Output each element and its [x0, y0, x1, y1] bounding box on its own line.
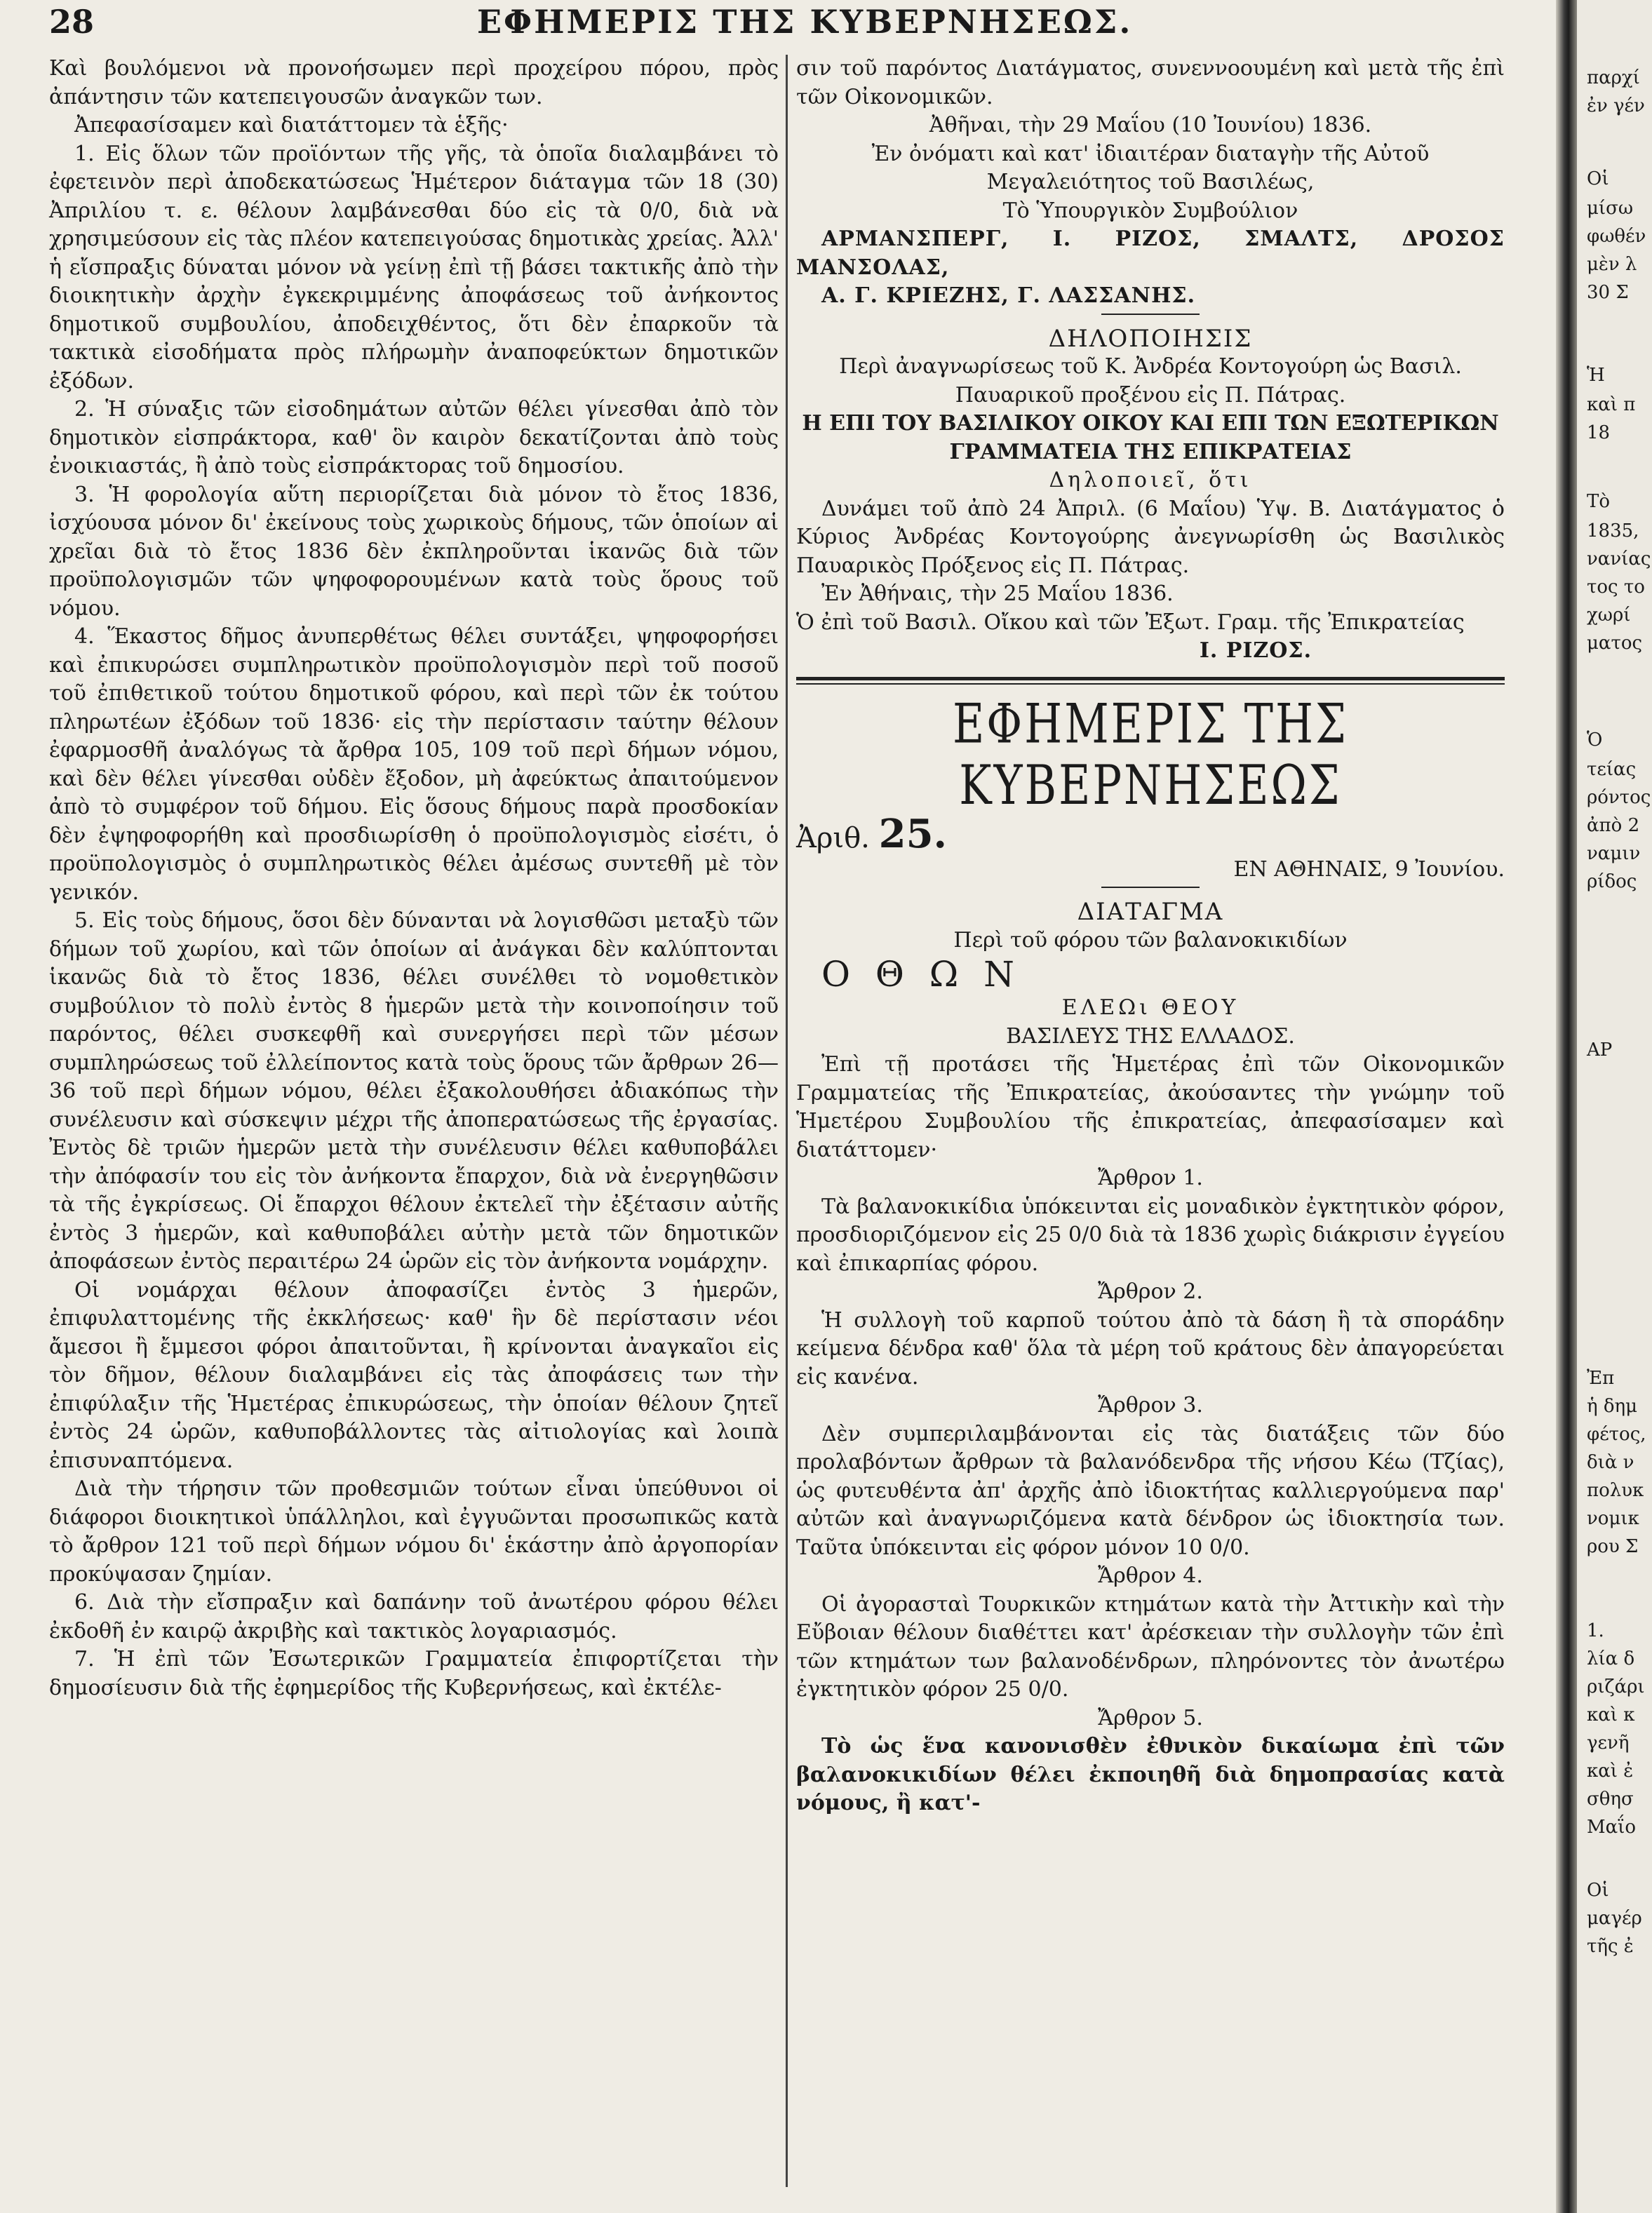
left-column	[49, 55, 779, 1702]
article-5-paragraph: 5. Εἰς τοὺς δήμους, ὅσοι δὲν δύνανται νὰ λογισθῶσι μεταξὺ τῶν δήμων τοῦ χωρίου, καὶ τῶν ὁποίων αἱ ἀνάγκαι δὲν καλύπτονται ἱκανῶς διὰ τὸ ἔτος 1836, θέλει συνέλθει τὸ νομοθετικὸν συμβούλιον τὸ πολὺ ἐντὸς 8 ἡμερῶν μετὰ τὴν κοινοποίησιν τοῦ παρόντος, θέλει συσκεφθῆ καὶ συνεργήσει περὶ τῶν μέσων συμπληρώσεως τοῦ ἐλλείποντος κατὰ τοὺς ὅρους τῶν ἄρθρων 26—36 τοῦ περὶ δήμων νόμου, θέλει ἐξακολουθήσει ἀδιακόπως τὴν συνέλευσιν καὶ σύσκεψιν μέχρι τῆς ἀποπερατώσεως τῆς ἐργασίας. Ἐντὸς δὲ τριῶν ἡμερῶν μετὰ τὴν συνέλευσιν θέλει καθυποβάλει τὴν ἀπόφασίν του εἰς τὸν ἀνήκοντα ἔπαρχον, διὰ νὰ ἐνεργηθῶσιν τὰ τῆς ἐγκρίσεως. Οἱ ἔπαρχοι θέλουν ἐκτελεῖ τὴν ἐξέτασιν αὐτῆς ἐντὸς 3 ἡμερῶν, καὶ καθυποβάλει αὐτὴν μετὰ τῶν δημοτικῶν ἀποφάσεων ἐντὸς περαιτέρω 24 ὡρῶν εἰς τὸν ἀνήκοντα νομάρχην.	[49, 908, 779, 1274]
next-page-fragment: Τὸ	[1587, 491, 1610, 512]
next-page-fragment: μαγέρ	[1587, 1908, 1642, 1929]
authority-line-1: Ἐν ὀνόματι καὶ κατ' ἰδιαιτέραν διαταγὴν τῆς Αὐτοῦ	[871, 141, 1430, 166]
notice-signer: Ι. ΡΙΖΟΣ.	[1199, 638, 1312, 663]
authority-line-3: Τὸ Ὑπουργικὸν Συμβούλιον	[1002, 198, 1298, 223]
by-grace-of-god: ΕΛΕΩι ΘΕΟΥ	[1061, 995, 1240, 1020]
thin-rule	[796, 683, 1505, 685]
next-page-fragment: ναμιν	[1587, 843, 1641, 864]
king-name: Ο Θ Ω Ν	[821, 954, 1021, 995]
next-page-fragment: τείας	[1587, 759, 1637, 780]
next-page-fragment: χωρί	[1587, 605, 1631, 626]
next-page-edge	[1577, 0, 1652, 2213]
next-page-fragment: καὶ κ	[1587, 1704, 1635, 1726]
article-6-paragraph: 6. Διὰ τὴν εἴσπραξιν καὶ δαπάνην τοῦ ἀνωτέρου φόρου θέλει ἐκδοθῆ ἐν καιρῷ ἀκριβὴς καὶ τακτικὸς λογαριασμός.	[49, 1590, 779, 1643]
next-page-fragment: ρίδος	[1587, 871, 1637, 892]
next-page-fragment: γενῆ	[1587, 1733, 1630, 1754]
next-page-fragment: 1835,	[1587, 520, 1639, 542]
issue-label: Ἀριθ.	[796, 821, 870, 854]
article-7-paragraph: 7. Ἡ ἐπὶ τῶν Ἐσωτερικῶν Γραμματεία ἐπιφορτίζεται τὴν δημοσίευσιν διὰ τῆς ἐφημερίδος τῆς Κυβερνήσεως, καὶ ἐκτέλε-	[49, 1647, 779, 1700]
next-page-fragment: Ἐπ	[1587, 1368, 1615, 1389]
notice-subject-1: Περὶ ἀναγνωρίσεως τοῦ Κ. Ἀνδρέα Κοντογούρη ὡς Βασιλ.	[839, 354, 1462, 379]
article-1-paragraph: 1. Εἰς ὅλων τῶν προϊόντων τῆς γῆς, τὰ ὁποῖα διαλαμβάνει τὸ ἐφετεινὸν περὶ ἀποδεκατώσεως Ἡμέτερον διάταγμα τῶν 18 (30) Ἀπριλίου τ. ε. θέλουν λαμβάνεσθαι δύο εἰς τὰ 0/0, διὰ νὰ χρησιμεύσουν εἰς τὰς πλέον κατεπειγούσας δημοτικὰς χρείας. Ἀλλ' ἡ εἴσπραξις δύναται μόνον νὰ γείνῃ ἐπὶ τῇ βάσει τακτικῆς ἀπὸ τὴν διοικητικὴν ἀρχὴν ἐγκεκριμμένης ἀποφάσεως τοῦ ἀνήκοντος δημοτικοῦ συμβουλίου, ἀποδειχθέντος, ὅτι δὲν ἐπαρκοῦν τὰ τακτικὰ εἰσοδήματα πρὸς πλήρωμὴν ἀναποφεύκτων δημοτικῶν ἐξόδων.	[49, 141, 779, 394]
book-gutter	[1556, 0, 1577, 2213]
next-page-fragment: καὶ π	[1587, 394, 1636, 415]
article-2-paragraph: 2. Ἡ σύναξις τῶν εἰσοδημάτων αὐτῶν θέλει γίνεσθαι ἀπὸ τὸν δημοτικὸν εἰσπράκτορα, καθ' ὃν καιρὸν δεκατίζονται ἀπὸ τοὺς ἐνοικιαστάς, ἢ ἀπὸ τοὺς εἰσπράκτορας τοῦ δημοσίου.	[49, 397, 779, 478]
article-3-paragraph: 3. Ἡ φορολογία αὕτη περιορίζεται διὰ μόνον τὸ ἔτος 1836, ἰσχύουσα μόνον δι' ἐκείνους τοὺς χωρικοὺς δήμους, τῶν ὁποίων αἱ χρεῖαι διὰ τὸ ἔτος 1836 δὲν ἐκπληροῦνται ἱκανῶς διὰ τῶν προϋπολογισμῶν τῶν ψηφοφορουμένων κατὰ τοὺς ὅρους τοῦ νόμου.	[49, 482, 779, 621]
article-5-text: Τὸ ὡς ἕνα κανονισθὲν ἐθνικὸν δικαίωμα ἐπὶ τῶν βαλανοκικιδίων θέλει ἐκποιηθῆ διὰ δημοπρασίας κατὰ νόμους, ἢ κατ'-	[796, 1734, 1505, 1815]
next-page-fragment: τος το	[1587, 577, 1645, 598]
page-header	[0, 3, 1543, 41]
next-page-fragment: τῆς ἐ	[1587, 1936, 1634, 1957]
next-page-fragment: Οἱ	[1587, 168, 1609, 189]
masthead: ΕΦΗΜΕΡΙΣ ΤΗΣ ΚΥΒΕΡΝΗΣΕΩΣ	[953, 691, 1348, 817]
article-1-text: Τὰ βαλανοκικίδια ὑπόκεινται εἰς μοναδικὸν ἐγκτητικὸν φόρον, προσδιοριζόμενον εἰς 25 0/0 διὰ τὰ 1836 χωρὶς διάκρισιν ἐγγείου καὶ ἐπικαρπίας φόρου.	[796, 1194, 1505, 1276]
next-page-fragment: πολυκ	[1587, 1480, 1644, 1501]
article-5-title: Ἄρθρον 5.	[1098, 1705, 1203, 1730]
next-page-fragment: 18	[1587, 422, 1611, 443]
ministry-line-2: ΓΡΑΜΜΑΤΕΙΑ ΤΗΣ ΕΠΙΚΡΑΤΕΙΑΣ	[949, 439, 1352, 464]
article-4-title: Ἄρθρον 4.	[1098, 1563, 1203, 1588]
next-page-fragment: 1.	[1587, 1620, 1604, 1641]
issue-date: ΕΝ ΑΘΗΝΑΙΣ, 9 Ἰουνίου.	[1233, 856, 1505, 882]
next-page-fragment: ριζάρι	[1587, 1676, 1645, 1697]
running-title: ΕΦΗΜΕΡΙΣ ΤΗΣ ΚΥΒΕΡΝΗΣΕΩΣ.	[477, 3, 1133, 41]
next-page-fragment: νανίας	[1587, 549, 1651, 570]
king-title: ΒΑΣΙΛΕΥΣ ΤΗΣ ΕΛΛΑΔΟΣ.	[1006, 1023, 1295, 1049]
next-page-fragment: 30 Σ	[1587, 282, 1629, 303]
short-rule	[1101, 314, 1200, 315]
issue-number-line	[796, 810, 1505, 857]
decree-subject: Περὶ τοῦ φόρου τῶν βαλανοκικιδίων	[953, 927, 1348, 953]
next-page-fragment: λία δ	[1587, 1648, 1635, 1669]
next-page-fragment: Ἡ	[1587, 365, 1605, 386]
decree-continuation: σιν τοῦ παρόντος Διατάγματος, συνεννοουμένη καὶ μετὰ τῆς ἐπὶ τῶν Οἰκονομικῶν.	[796, 56, 1505, 109]
next-page-fragment: καὶ ἐ	[1587, 1761, 1634, 1782]
right-column	[796, 55, 1505, 1818]
next-page-fragment: φέτος,	[1587, 1424, 1646, 1445]
decree-preamble: Ἐπὶ τῇ προτάσει τῆς Ἡμετέρας ἐπὶ τῶν Οἰκονομικῶν Γραμματείας τῆς Ἐπικρατείας, ἀκούσαντες τὴν γνώμην τοῦ Ἡμετέρου Συμβουλίου τῆς ἐπικρατείας, ἀπεφασίσαμεν καὶ διατάττομεν·	[796, 1052, 1505, 1162]
article-3-text: Δὲν συμπεριλαμβάνονται εἰς τὰς διατάξεις τῶν δύο προλαβόντων ἄρθρων τὰ βαλανόδενδρα τῆς νήσου Κέω (Τζίας), ὡς φυτευθέντα ἀπ' ἀρχῆς ἀπὸ ἰδιοκτήτας καλλιεργούμενα παρ' αὐτῶν καὶ ἀναγνωριζόμενα κατὰ δένδρον ὡς ἰδιοκτησία των. Ταῦτα ὑπόκεινται εἰς φόρον μόνον 10 0/0.	[796, 1421, 1505, 1560]
next-page-fragment: ρόντος	[1587, 787, 1651, 808]
deadlines-paragraph: Διὰ τὴν τήρησιν τῶν προθεσμιῶν τούτων εἶναι ὑπεύθυνοι οἱ διάφοροι διοικητικοὶ ὑπάλληλοι, καὶ ἐγγυῶνται προσωπικῶς κατὰ τὸ ἄρθρον 121 τοῦ περὶ δήμων νόμου δι' ἑκάστην ἀπὸ ἀργοπορίαν προκύψασαν ζημίαν.	[49, 1477, 779, 1587]
notice-body: Δυνάμει τοῦ ἀπὸ 24 Ἀπριλ. (6 Μαΐου) Ὑψ. Β. Διατάγματος ὁ Κύριος Ἀνδρέας Κοντογούρης ἀνεγνωρίσθη ὡς Βασιλικὸς Παυαρικὸς Πρόξενος εἰς Π. Πάτρας.	[796, 496, 1505, 578]
next-page-fragment: Οἱ	[1587, 1880, 1609, 1901]
next-page-fragment: ΑΡ	[1587, 1040, 1613, 1061]
next-page-fragment: διὰ ν	[1587, 1452, 1634, 1473]
thick-rule	[796, 677, 1505, 680]
next-page-fragment: μὲν λ	[1587, 254, 1637, 275]
next-page-fragment: νομικ	[1587, 1508, 1639, 1529]
next-page-fragment: σθησ	[1587, 1789, 1634, 1810]
next-page-fragment: ἐν γέν	[1587, 95, 1645, 116]
article-4-text: Οἱ ἀγορασταὶ Τουρκικῶν κτημάτων κατὰ τὴν Ἀττικὴν καὶ τὴν Εὔβοιαν θέλουν διαθέττει κατ' ἀρέσκειαν τὴν συλλογὴν τῶν ἐπὶ τῶν κτημάτων των βαλανοδένδρων, πληρόνοντες τὸν ἀνωτέρω ἐγκτητικὸν φόρον 25 0/0.	[796, 1592, 1505, 1702]
article-2-title: Ἄρθρον 2.	[1098, 1279, 1203, 1304]
declares-line: Δηλοποιεῖ, ὅτι	[1049, 468, 1252, 492]
next-page-fragment: ἡ δημ	[1587, 1396, 1637, 1417]
ministry-line-1: Η ΕΠΙ ΤΟΥ ΒΑΣΙΛΙΚΟΥ ΟΙΚΟΥ ΚΑΙ ΕΠΙ ΤΩΝ ΕΞΩΤΕΡΙΚΩΝ	[802, 411, 1499, 436]
signatories-line-1: ΑΡΜΑΝΣΠΕΡΓ, Ι. ΡΙΖΟΣ, ΣΜΑΛΤΣ, ΔΡΟΣΟΣ ΜΑΝΣΟΛΑΣ,	[796, 227, 1505, 280]
notice-heading: ΔΗΛΟΠΟΙΗΣΙΣ	[1048, 324, 1253, 353]
article-1-title: Ἄρθρον 1.	[1098, 1166, 1203, 1190]
issue-number: 25.	[878, 810, 948, 857]
page-number: 28	[49, 3, 95, 41]
notice-subject-2: Παυαρικοῦ προξένου εἰς Π. Πάτρας.	[955, 382, 1346, 408]
intro-paragraph: Καὶ βουλόμενοι νὰ προνοήσωμεν περὶ προχείρου πόρου, πρὸς ἀπάντησιν τῶν κατεπειγουσῶν ἀναγκῶν των.	[49, 56, 779, 109]
signatories-line-2: Α. Γ. ΚΡΙΕΖΗΣ, Γ. ΛΑΣΣΑΝΗΣ.	[821, 283, 1196, 308]
next-page-fragment: Ὁ	[1587, 729, 1603, 751]
next-page-fragment: φωθέν	[1587, 226, 1646, 247]
article-2-text: Ἡ συλλογὴ τοῦ καρποῦ τούτου ἀπὸ τὰ δάση ἢ τὰ σποράδην κείμενα δένδρα καθ' ὅλα τὰ μέρη τοῦ κράτους δὲν ἀπαγορεύεται εἰς κανένα.	[796, 1307, 1505, 1390]
column-divider	[786, 55, 788, 2187]
decree-date-line: Ἀθῆναι, τὴν 29 Μαΐου (10 Ἰουνίου) 1836.	[929, 113, 1372, 137]
decree-heading: ΔΙΑΤΑΓΜΑ	[1077, 898, 1224, 926]
next-page-fragment: ρου Σ	[1587, 1536, 1639, 1557]
article-3-title: Ἄρθρον 3.	[1098, 1393, 1203, 1418]
authority-line-2: Μεγαλειότητος τοῦ Βασιλέως,	[986, 170, 1315, 194]
next-page-fragment: Μαΐο	[1587, 1817, 1637, 1838]
nomarchs-paragraph: Οἱ νομάρχαι θέλουν ἀποφασίζει ἐντὸς 3 ἡμερῶν, ἐπιφυλαττομένης τῆς ἐκκλήσεως· καθ' ἣν δὲ περίστασιν νέοι ἄμεσοι ἢ ἔμμεσοι φόροι ἀπαιτοῦνται, ἢ κρίνονται ἀναγκαῖοι εἰς τὸν δῆμον, θέλουν διαλαμβάνει εἰς τὰς ἀποφάσεις των τὴν ἐπιφύλαξιν τῆς Ἡμετέρας ἐπικυρώσεως, τὴν ὁποίαν θέλουν ζητεῖ ἐντὸς 24 ὡρῶν, καθυποβάλλοντες τὰς αἰτιολογίας καὶ λοιπὰ ἐπισυναπτόμενα.	[49, 1277, 779, 1473]
next-page-fragment: μίσω	[1587, 198, 1634, 219]
article-4-paragraph: 4. Ἕκαστος δῆμος ἀνυπερθέτως θέλει συντάξει, ψηφοφορήσει καὶ ἐπικυρώσει συμπληρωτικὸν προϋπολογισμὸν περὶ τοῦ ποσοῦ τοῦ ἐπιθετικοῦ τούτου δημοτικοῦ φόρου, καὶ περὶ τῶν ἐκ τούτου πληρωτέων ἐξόδων τοῦ 1836· εἰς τὴν περίστασιν ταύτην θέλουν ἐφαρμοσθῆ ἀναλόγως τὰ ἄρθρα 105, 109 τοῦ περὶ δήμων νόμου, καὶ δὲν θέλει γίνεσθαι οὐδὲν ἔξοδον, μὴ ἀφεύκτως ἀπαιτούμενον ἀπὸ τὸ συμφέρον τοῦ δήμου. Εἰς ὅσους δήμους παρὰ προσδοκίαν δὲν ἐψηφοφορήθη καὶ προσδιωρίσθη ὁ προϋπολογισμὸς εἰσέτι, ὁ προϋπολογισμὸς ὁ συμπληρωτικὸς θέλει ἀμέσως συντεθῆ μὲ τὸν γενικόν.	[49, 624, 779, 905]
next-page-fragment: ἀπὸ 2	[1587, 815, 1640, 836]
enacting-clause: Ἀπεφασίσαμεν καὶ διατάττομεν τὰ ἑξῆς·	[74, 113, 509, 137]
notice-signer-title: Ὁ ἐπὶ τοῦ Βασιλ. Οἴκου καὶ τῶν Ἐξωτ. Γραμ. τῆς Ἐπικρατείας	[796, 610, 1465, 635]
notice-date: Ἐν Ἀθήναις, τὴν 25 Μαΐου 1836.	[821, 581, 1174, 606]
next-page-fragment: παρχί	[1587, 67, 1640, 88]
short-rule-2	[1101, 887, 1200, 888]
next-page-fragment: ματος	[1587, 633, 1643, 654]
